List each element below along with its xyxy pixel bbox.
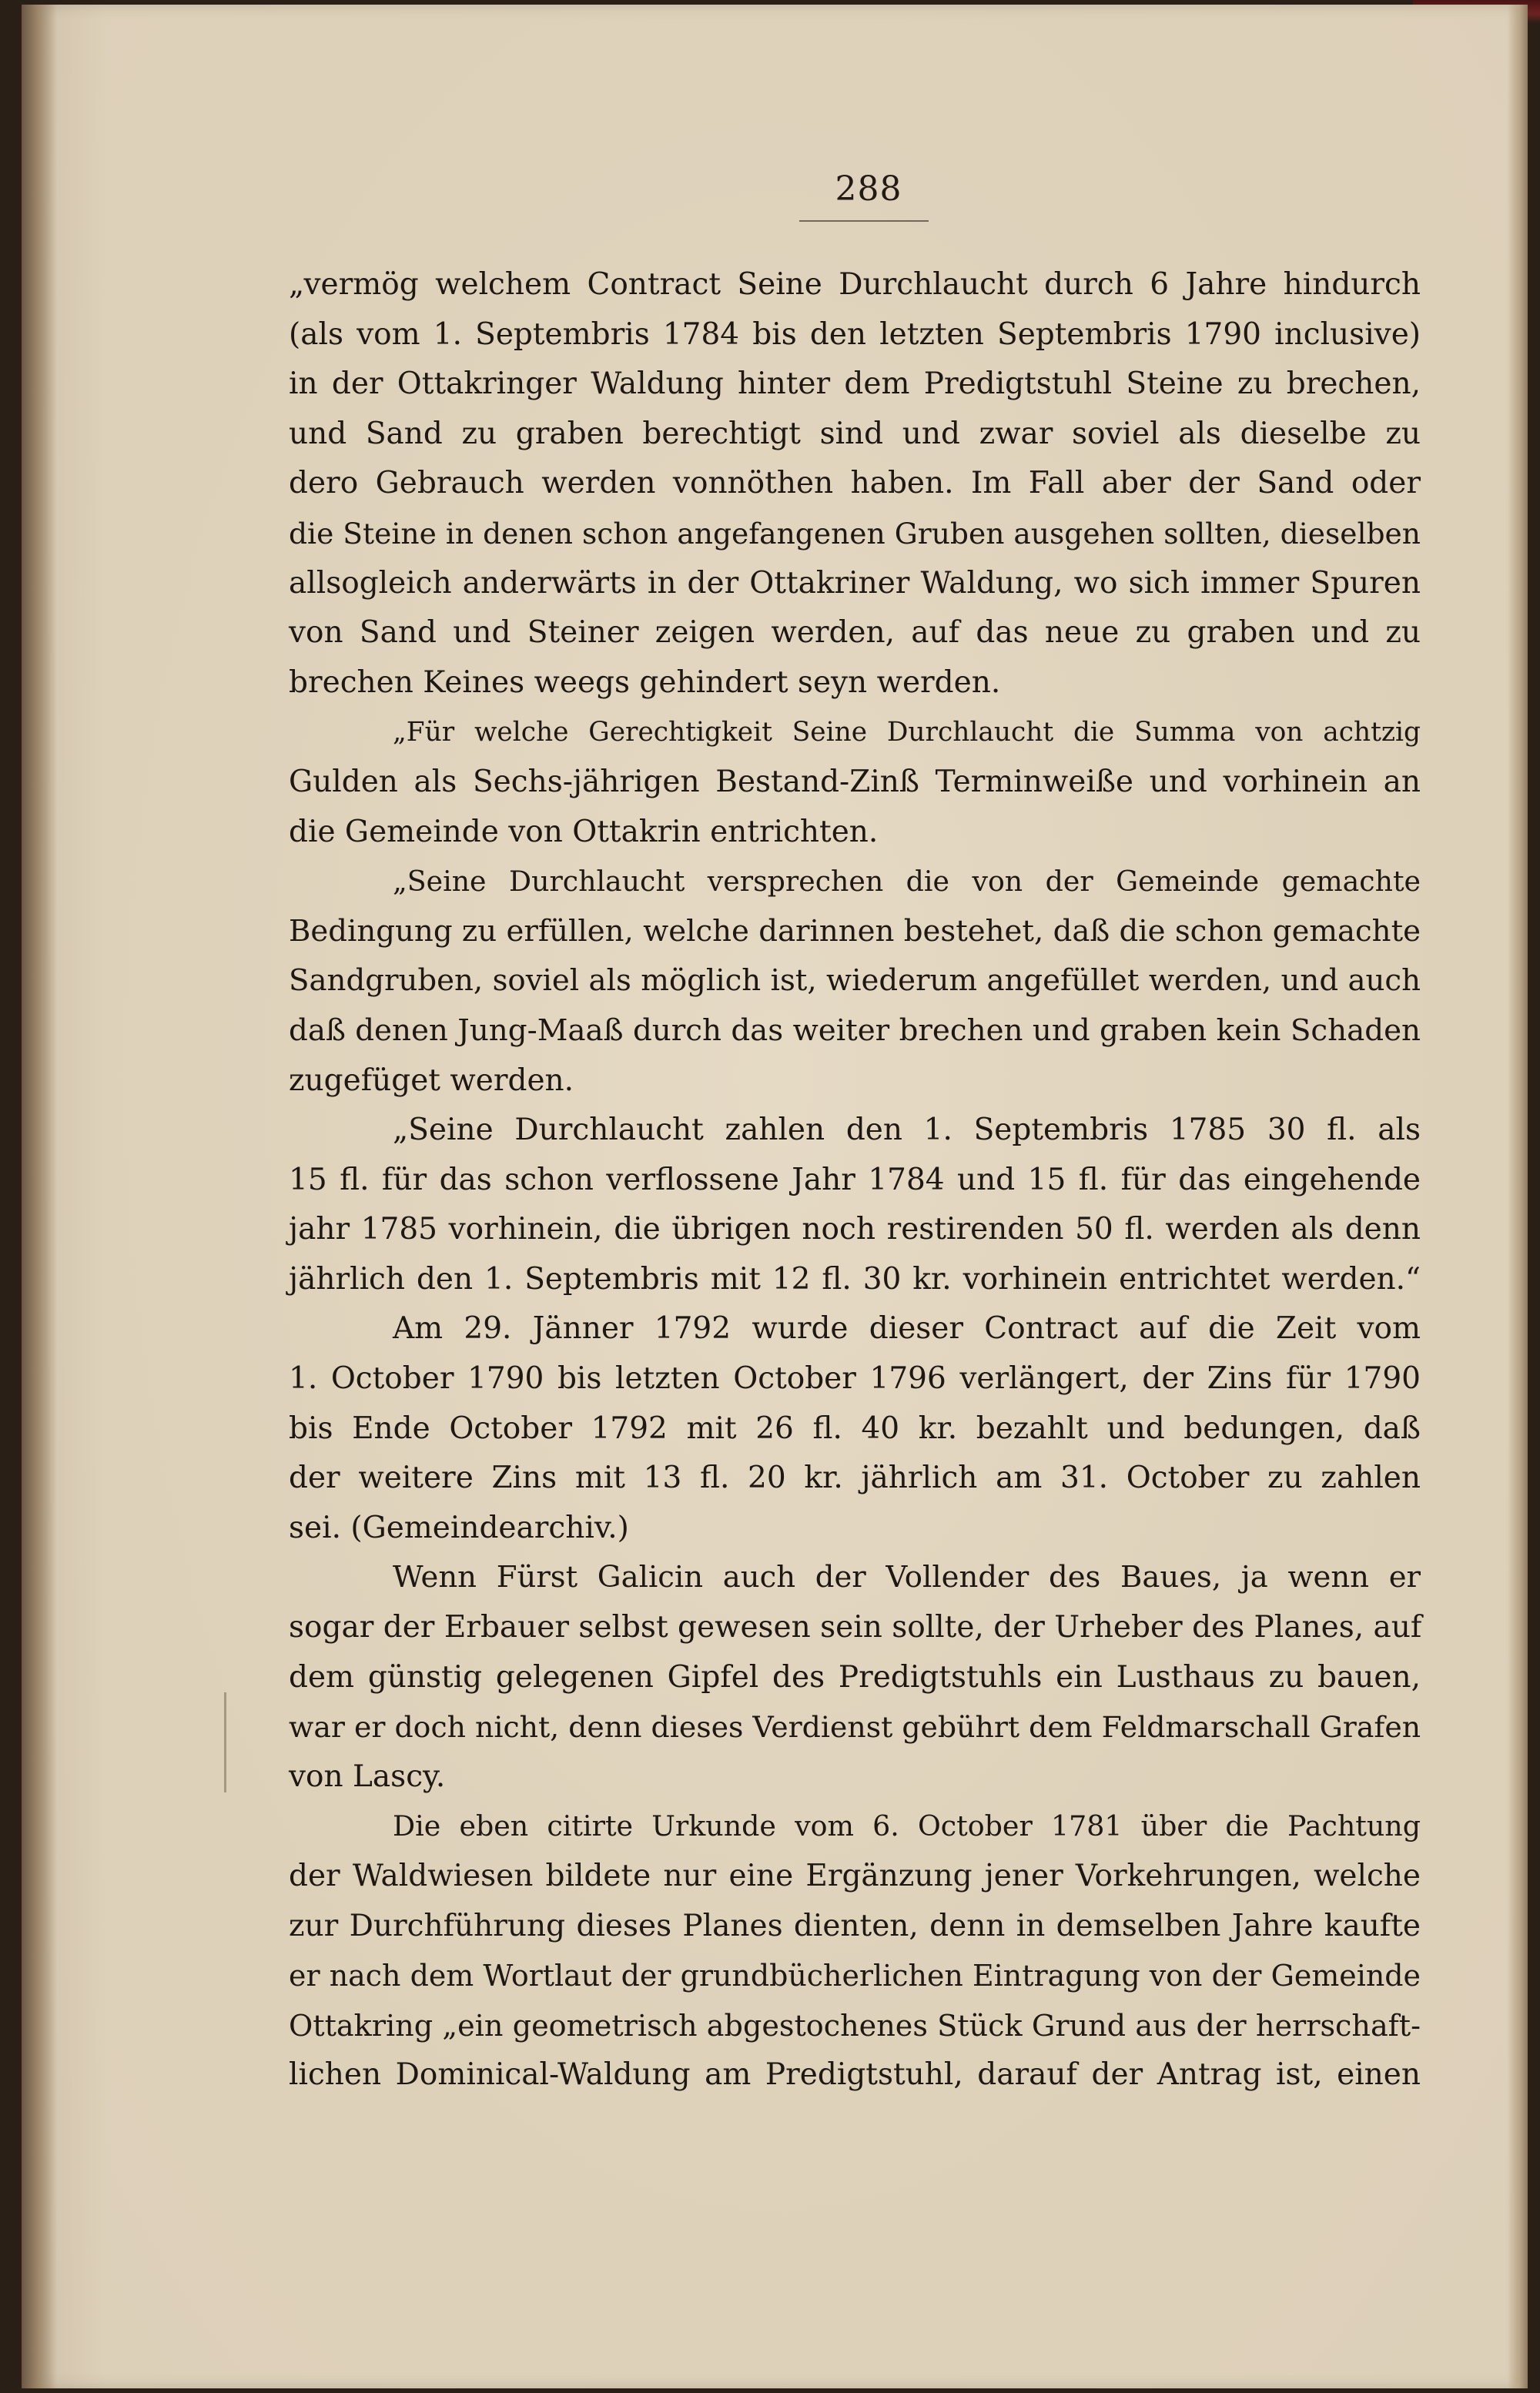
text-line: Am 29. Jänner 1792 wurde dieser Contract auf die Zeit vom (393, 1311, 1421, 1347)
text-line: Gulden als Sechs-jährigen Bestand-Zinß Terminweiße und vorhinein an (289, 764, 1421, 799)
text-line: jährlich den 1. Septembris mit 12 fl. 30 kr. vorhinein entrichtet werden.“ (289, 1261, 1421, 1297)
text-line: bis Ende October 1792 mit 26 fl. 40 kr. bezahlt und bedungen, daß (289, 1411, 1421, 1446)
text-line: in der Ottakringer Waldung hinter dem Predigtstuhl Steine zu brechen, (289, 366, 1421, 402)
text-line: und Sand zu graben berechtigt sind und zwar soviel als dieselbe zu (289, 416, 1421, 451)
text-line: der Waldwiesen bildete nur eine Ergänzung jener Vorkehrungen, welche (289, 1859, 1421, 1893)
text-line: „Seine Durchlaucht versprechen die von der Gemeinde gemachte (393, 865, 1421, 899)
page-edge (1508, 5, 1528, 2388)
text-line: der weitere Zins mit 13 fl. 20 kr. jährlich am 31. October zu zahlen (289, 1461, 1421, 1496)
text-line: brechen Keines weegs gehindert seyn werden. (289, 664, 1001, 700)
margin-pencil-mark (224, 1692, 226, 1792)
text-line: zur Durchführung dieses Planes dienten, denn in demselben Jahre kaufte (289, 1908, 1421, 1943)
page-number: 288 (835, 169, 902, 209)
text-line: die Gemeinde von Ottakrin entrichten. (289, 814, 879, 849)
text-line: war er doch nicht, denn dieses Verdienst gebührt dem Feldmarschall Grafen (289, 1710, 1421, 1745)
text-line: zugefüget werden. (289, 1063, 574, 1098)
text-line: (als vom 1. Septembris 1784 bis den letzten Septembris 1790 inclusive) (289, 316, 1421, 352)
text-line: sogar der Erbauer selbst gewesen sein sollte, der Urheber des Planes, auf (289, 1610, 1422, 1645)
page-gutter-shadow (22, 5, 57, 2388)
text-line: Sandgruben, soviel als möglich ist, wiederum angefüllet werden, und auch (289, 963, 1421, 999)
text-line: sei. (Gemeindearchiv.) (289, 1510, 629, 1545)
text-line: Die eben citirte Urkunde vom 6. October 1781 über die Pachtung (393, 1809, 1421, 1843)
text-line: von Lascy. (289, 1759, 446, 1794)
text-line: „vermög welchem Contract Seine Durchlaucht durch 6 Jahre hindurch (289, 267, 1421, 302)
text-line: die Steine in denen schon angefangenen Gruben ausgehen sollten, dieselben (289, 516, 1421, 551)
text-line: allsogleich anderwärts in der Ottakriner Waldung, wo sich immer Spuren (289, 565, 1421, 601)
text-line: 15 fl. für das schon verflossene Jahr 1784 und 15 fl. für das eingehende (289, 1162, 1421, 1197)
text-line: 1. October 1790 bis letzten October 1796 verlängert, der Zins für 1790 (289, 1361, 1421, 1397)
text-line: „Seine Durchlaucht zahlen den 1. Septembris 1785 30 fl. als (393, 1113, 1421, 1148)
text-line: Wenn Fürst Galicin auch der Vollender des Baues, ja wenn er (393, 1560, 1421, 1595)
text-line: dem günstig gelegenen Gipfel des Predigtstuhls ein Lusthaus zu bauen, (289, 1659, 1421, 1695)
text-line: lichen Dominical-Waldung am Predigtstuhl, darauf der Antrag ist, einen (289, 2057, 1421, 2093)
text-line: Bedingung zu erfüllen, welche darinnen bestehet, daß die schon gemachte (289, 913, 1421, 949)
text-line: dero Gebrauch werden vonnöthen haben. Im Fall aber der Sand oder (289, 466, 1421, 501)
body-text (289, 260, 1421, 2100)
text-line: Ottakring „ein geometrisch abgestochenes Stück Grund aus der herrschaft- (289, 2008, 1421, 2043)
text-line: von Sand und Steiner zeigen werden, auf das neue zu graben und zu (289, 615, 1421, 651)
text-line: er nach dem Wortlaut der grundbücherlichen Eintragung von der Gemeinde (289, 1959, 1421, 1993)
text-line: jahr 1785 vorhinein, die übrigen noch restirenden 50 fl. werden als denn (289, 1212, 1421, 1247)
text-line: „Für welche Gerechtigkeit Seine Durchlaucht die Summa von achtzig (393, 717, 1421, 748)
text-line: daß denen Jung-Maaß durch das weiter brechen und graben kein Schaden (289, 1012, 1421, 1048)
page-number-rule (799, 220, 929, 222)
